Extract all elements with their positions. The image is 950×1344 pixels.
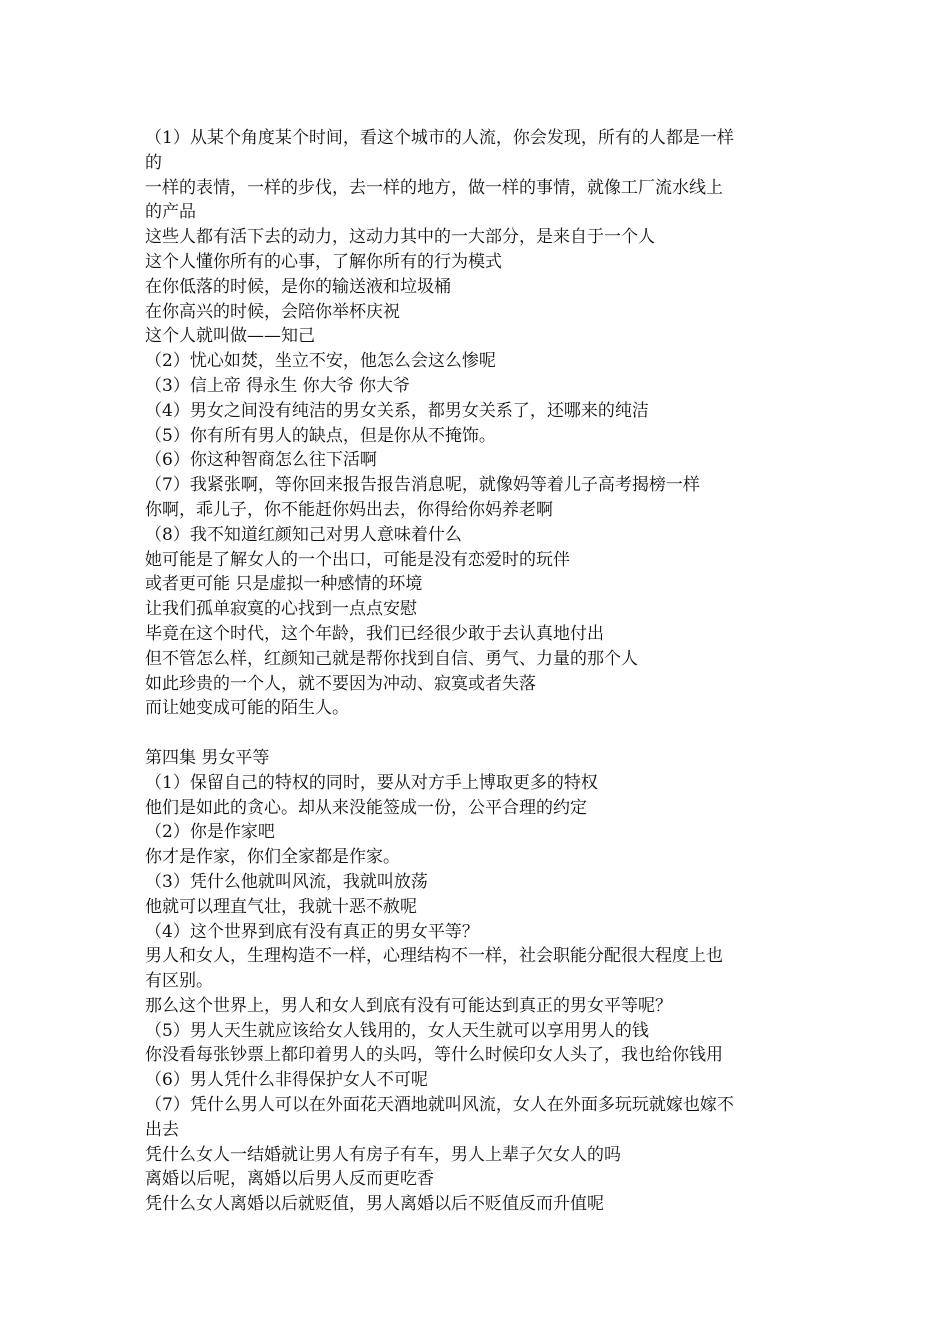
text-line: 第四集 男女平等 bbox=[145, 747, 270, 768]
text-line: 毕竟在这个时代，这个年龄，我们已经很少敢于去认真地付出 bbox=[145, 623, 604, 644]
text-line: 这个人懂你所有的心事，了解你所有的行为模式 bbox=[145, 251, 502, 272]
text-line: 这个人就叫做——知己 bbox=[145, 326, 315, 347]
text-line: 一样的表情，一样的步伐，去一样的地方，做一样的事情，就像工厂流水线上 bbox=[145, 177, 723, 198]
document-body bbox=[145, 126, 813, 1217]
text-line: 你啊，乖儿子，你不能赶你妈出去，你得给你妈养老啊 bbox=[145, 499, 553, 520]
text-line: 凭什么女人离婚以后就贬值，男人离婚以后不贬值反而升值呢 bbox=[145, 1194, 604, 1215]
text-line: （6）男人凭什么非得保护女人不可呢 bbox=[145, 1070, 428, 1091]
text-line: 有区别。 bbox=[145, 971, 213, 992]
text-line: 凭什么女人一结婚就让男人有房子有车，男人上辈子欠女人的吗 bbox=[145, 1144, 621, 1165]
text-line: （2）你是作家吧 bbox=[145, 822, 275, 843]
text-line: 但不管怎么样，红颜知己就是帮你找到自信、勇气、力量的那个人 bbox=[145, 648, 638, 669]
text-line: （8）我不知道红颜知己对男人意味着什么 bbox=[145, 524, 462, 545]
text-line: 如此珍贵的一个人，就不要因为冲动、寂寞或者失落 bbox=[145, 673, 536, 694]
text-line: 男人和女人，生理构造不一样，心理结构不一样，社会职能分配很大程度上也 bbox=[145, 946, 723, 967]
text-line: 离婚以后呢，离婚以后男人反而更吃香 bbox=[145, 1169, 434, 1190]
text-line: （3）信上帝 得永生 你大爷 你大爷 bbox=[145, 375, 411, 396]
text-line: 出去 bbox=[145, 1119, 179, 1140]
text-line: （7）凭什么男人可以在外面花天酒地就叫风流，女人在外面多玩玩就嫁也嫁不 bbox=[145, 1095, 734, 1116]
text-line: 他就可以理直气壮，我就十恶不赦呢 bbox=[145, 896, 417, 917]
text-line: 他们是如此的贪心。却从来没能签成一份，公平合理的约定 bbox=[145, 797, 587, 818]
text-line: 在你低落的时候，是你的输送液和垃圾桶 bbox=[145, 276, 451, 297]
text-line: （4）这个世界到底有没有真正的男女平等？ bbox=[145, 921, 479, 942]
text-line: 这些人都有活下去的动力，这动力其中的一大部分，是来自于一个人 bbox=[145, 227, 655, 248]
text-line: （1）从某个角度某个时间，看这个城市的人流，你会发现，所有的人都是一样 bbox=[145, 128, 734, 148]
text-line: 在你高兴的时候，会陪你举杯庆祝 bbox=[145, 301, 400, 322]
text-line: 你才是作家，你们全家都是作家。 bbox=[145, 847, 400, 868]
text-line: 而让她变成可能的陌生人。 bbox=[145, 698, 349, 719]
text-line: 你没看每张钞票上都印着男人的头吗，等什么时候印女人头了，我也给你钱用 bbox=[145, 1045, 723, 1066]
blank-line bbox=[145, 721, 813, 746]
text-line: （5）你有所有男人的缺点，但是你从不掩饰。 bbox=[145, 425, 496, 446]
text-line: （6）你这种智商怎么往下活啊 bbox=[145, 450, 377, 471]
text-line: （2）忧心如焚，坐立不安，他怎么会这么惨呢 bbox=[145, 351, 496, 372]
text-line: （1）保留自己的特权的同时，要从对方手上博取更多的特权 bbox=[145, 772, 598, 793]
text-line: （7）我紧张啊，等你回来报告报告消息呢，就像妈等着儿子高考揭榜一样 bbox=[145, 475, 700, 496]
text-line: 她可能是了解女人的一个出口，可能是没有恋爱时的玩伴 bbox=[145, 549, 570, 570]
text-line: （3）凭什么他就叫风流，我就叫放荡 bbox=[145, 871, 428, 892]
text-line: 让我们孤单寂寞的心找到一点点安慰 bbox=[145, 599, 417, 620]
text-line: 的产品 bbox=[145, 202, 196, 223]
text-line: （5）男人天生就应该给女人钱用的，女人天生就可以享用男人的钱 bbox=[145, 1020, 649, 1041]
text-line: 或者更可能 只是虚拟一种感情的环境 bbox=[145, 574, 423, 595]
text-line: （4）男女之间没有纯洁的男女关系，都男女关系了，还哪来的纯洁 bbox=[145, 400, 649, 421]
text-line: 的 bbox=[145, 152, 162, 173]
text-line: 那么这个世界上，男人和女人到底有没有可能达到真正的男女平等呢？ bbox=[145, 995, 672, 1016]
